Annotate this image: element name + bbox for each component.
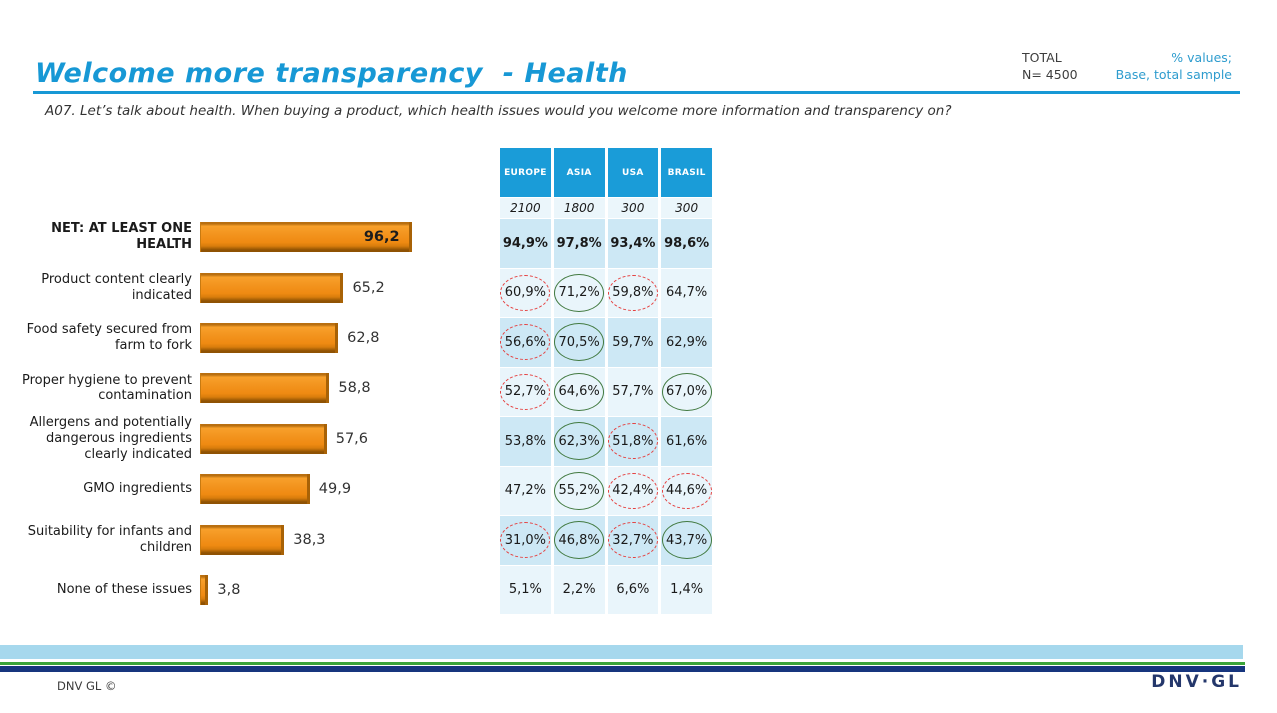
table-cell: 42,4% xyxy=(608,467,659,516)
bar-value: 38,3 xyxy=(293,531,326,548)
table-row xyxy=(500,219,712,268)
base-cell: 300 xyxy=(608,198,659,218)
title-underline xyxy=(33,91,1240,94)
table-cell: 43,7% xyxy=(661,516,712,565)
chart-row xyxy=(0,313,470,363)
note-line2: Base, total sample xyxy=(1115,67,1232,82)
total-sample-block xyxy=(1022,49,1078,83)
table-cell: 57,7% xyxy=(608,368,659,417)
table-header-row xyxy=(500,148,712,197)
bar-value: 62,8 xyxy=(347,329,380,346)
survey-question: A07. Let’s talk about health. When buying a product, which health issues would you welcome more information and transparency on? xyxy=(45,103,952,119)
table-cell: 46,8% xyxy=(554,516,605,565)
table-cell: 6,6% xyxy=(608,566,659,615)
bar-value: 96,2 xyxy=(363,229,400,246)
table-cell: 64,7% xyxy=(661,269,712,318)
table-cell: 56,6% xyxy=(500,318,551,367)
table-cell: 62,3% xyxy=(554,417,605,466)
table-cell: 53,8% xyxy=(500,417,551,466)
total-label: TOTAL xyxy=(1022,50,1062,65)
chart-row xyxy=(0,262,470,312)
table-cell: 55,2% xyxy=(554,467,605,516)
bar xyxy=(200,323,338,353)
bar-label: Proper hygiene to prevent contamination xyxy=(21,372,192,404)
bar-label: None of these issues xyxy=(56,582,192,597)
chart-row xyxy=(0,514,470,564)
bar xyxy=(200,525,284,555)
table-cell: 93,4% xyxy=(608,219,659,268)
table-cell: 5,1% xyxy=(500,566,551,615)
table-cell: 1,4% xyxy=(661,566,712,615)
page-title: Welcome more transparency - Health xyxy=(35,58,628,89)
table-row xyxy=(500,467,712,516)
table-cell: 71,2% xyxy=(554,269,605,318)
table-row xyxy=(500,368,712,417)
chart-row xyxy=(0,565,470,615)
table-cell: 67,0% xyxy=(661,368,712,417)
table-row xyxy=(500,269,712,318)
table-base-row xyxy=(500,198,712,218)
table-cell: 51,8% xyxy=(608,417,659,466)
column-header-usa: USA xyxy=(608,148,659,197)
bar xyxy=(200,575,208,605)
bar-value: 49,9 xyxy=(318,481,352,498)
table-row xyxy=(500,417,712,466)
bar xyxy=(200,222,412,252)
bar-value: 57,6 xyxy=(335,430,369,447)
table-cell: 59,8% xyxy=(608,269,659,318)
table-cell: 47,2% xyxy=(500,467,551,516)
bar-label: Food safety secured from farm to fork xyxy=(26,322,192,353)
table-cell: 59,7% xyxy=(608,318,659,367)
bar-label: GMO ingredients xyxy=(83,481,192,497)
column-header-asia: ASIA xyxy=(554,148,605,197)
bar xyxy=(200,424,327,454)
note-line1: % values; xyxy=(1171,50,1232,65)
bar-value: 58,8 xyxy=(338,380,371,397)
table-cell: 44,6% xyxy=(661,467,712,516)
table-cell: 31,0% xyxy=(500,516,551,565)
footer-navy-band xyxy=(0,666,1245,672)
bar-value: 3,8 xyxy=(217,581,241,598)
table-cell: 62,9% xyxy=(661,318,712,367)
bar-label: NET: AT LEAST ONE HEALTH xyxy=(51,221,192,253)
table-cell: 94,9% xyxy=(500,219,551,268)
chart-row xyxy=(0,363,470,413)
chart-row xyxy=(0,464,470,514)
values-note-block xyxy=(1116,49,1232,83)
bar xyxy=(200,474,310,504)
chart-row xyxy=(0,212,470,262)
dnv-gl-logo: DNV·GL xyxy=(1151,672,1242,692)
table-cell: 98,6% xyxy=(661,219,712,268)
table-row xyxy=(500,318,712,367)
bar-chart xyxy=(0,212,470,615)
footer-lightblue-band xyxy=(0,645,1243,659)
bar xyxy=(200,273,343,303)
chart-row xyxy=(0,414,470,464)
column-header-europe: EUROPE xyxy=(500,148,551,197)
total-n: N= 4500 xyxy=(1022,67,1078,82)
table-cell: 60,9% xyxy=(500,269,551,318)
column-header-brasil: BRASIL xyxy=(661,148,712,197)
copyright-text: DNV GL © xyxy=(57,679,117,693)
table-cell: 97,8% xyxy=(554,219,605,268)
bar-label: Allergens and potentially dangerous ingredients clearly indicated xyxy=(29,414,192,462)
bar xyxy=(200,373,329,403)
bar-value: 65,2 xyxy=(352,279,385,296)
table-cell: 64,6% xyxy=(554,368,605,417)
table-row xyxy=(500,566,712,615)
bar-label: Product content clearly indicated xyxy=(41,271,192,303)
bar-label: Suitability for infants and children xyxy=(27,523,192,555)
table-row xyxy=(500,516,712,565)
base-cell: 300 xyxy=(661,198,712,218)
table-cell: 52,7% xyxy=(500,368,551,417)
table-cell: 32,7% xyxy=(608,516,659,565)
table-cell: 61,6% xyxy=(661,417,712,466)
region-table xyxy=(500,148,712,615)
table-cell: 2,2% xyxy=(554,566,605,615)
base-cell: 2100 xyxy=(500,198,551,218)
table-cell: 70,5% xyxy=(554,318,605,367)
base-cell: 1800 xyxy=(554,198,605,218)
footer-green-line xyxy=(0,662,1245,665)
